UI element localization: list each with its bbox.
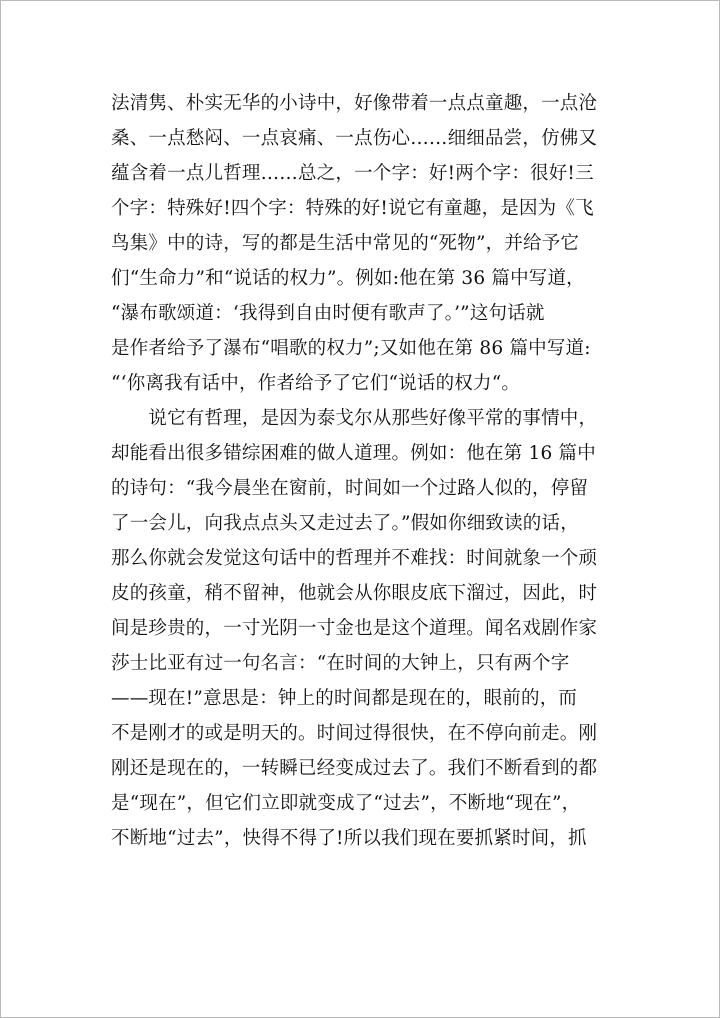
text-line: 的诗句：“我今晨坐在窗前，时间如一个过路人似的，停留 (111, 478, 589, 499)
text-line: ——现在!”意思是：钟上的时间都是现在的，眼前的，而 (111, 688, 578, 709)
text-line: 说它有哲理，是因为泰戈尔从那些好像平常的事情中， (111, 408, 598, 429)
text-line: “‘你离我有话中，作者给予了它们“说话的权力“。 (111, 373, 521, 394)
text-line: 却能看出很多错综困难的做人道理。例如：他在第 16 篇中 (111, 443, 596, 464)
text-line: 皮的孩童，稍不留神，他就会从你眼皮底下溜过，因此，时 (111, 583, 598, 604)
text-line: 不是刚才的或是明天的。时间过得很快，在不停向前走。刚 (111, 723, 598, 744)
text-line: 莎士比亚有过一句名言：“在时间的大钟上，只有两个字 (111, 653, 570, 674)
text-line: “瀑布歌颂道：‘我得到自由时便有歌声了。’”这句话就 (111, 303, 545, 324)
text-line: 蕴含着一点儿哲理……总之，一个字：好!两个字：很好!三 (111, 163, 594, 184)
text-line: 不断地“过去”，快得不得了!所以我们现在要抓紧时间，抓 (111, 828, 587, 849)
text-line: 桑、一点愁闷、一点哀痛、一点伤心……细细品尝，仿佛又 (111, 128, 598, 149)
text-line: 是作者给予了瀑布“唱歌的权力”;又如他在第 86 篇中写道: (111, 338, 591, 359)
text-line: 个字：特殊好!四个字：特殊的好!说它有童趣，是因为《飞 (111, 198, 594, 219)
text-line: 是“现在”，但它们立即就变成了“过去”，不断地“现在”， (111, 793, 581, 814)
text-line: 法清隽、朴实无华的小诗中，好像带着一点点童趣，一点沧 (111, 93, 598, 114)
text-line: 们“生命力”和“说话的权力”。例如:他在第 36 篇中写道， (111, 268, 585, 289)
text-line: 刚还是现在的，一转瞬已经变成过去了。我们不断看到的都 (111, 758, 598, 779)
text-line: 鸟集》中的诗，写的都是生活中常见的“死物”，并给予它 (111, 233, 580, 254)
body-text (111, 86, 611, 856)
text-line: 了一会儿，向我点点头又走过去了。”假如你细致读的话， (111, 513, 579, 534)
text-line: 那么你就会发觉这句话中的哲理并不难找：时间就象一个顽 (111, 548, 598, 569)
text-line: 间是珍贵的，一寸光阴一寸金也是这个道理。闻名戏剧作家 (111, 618, 598, 639)
